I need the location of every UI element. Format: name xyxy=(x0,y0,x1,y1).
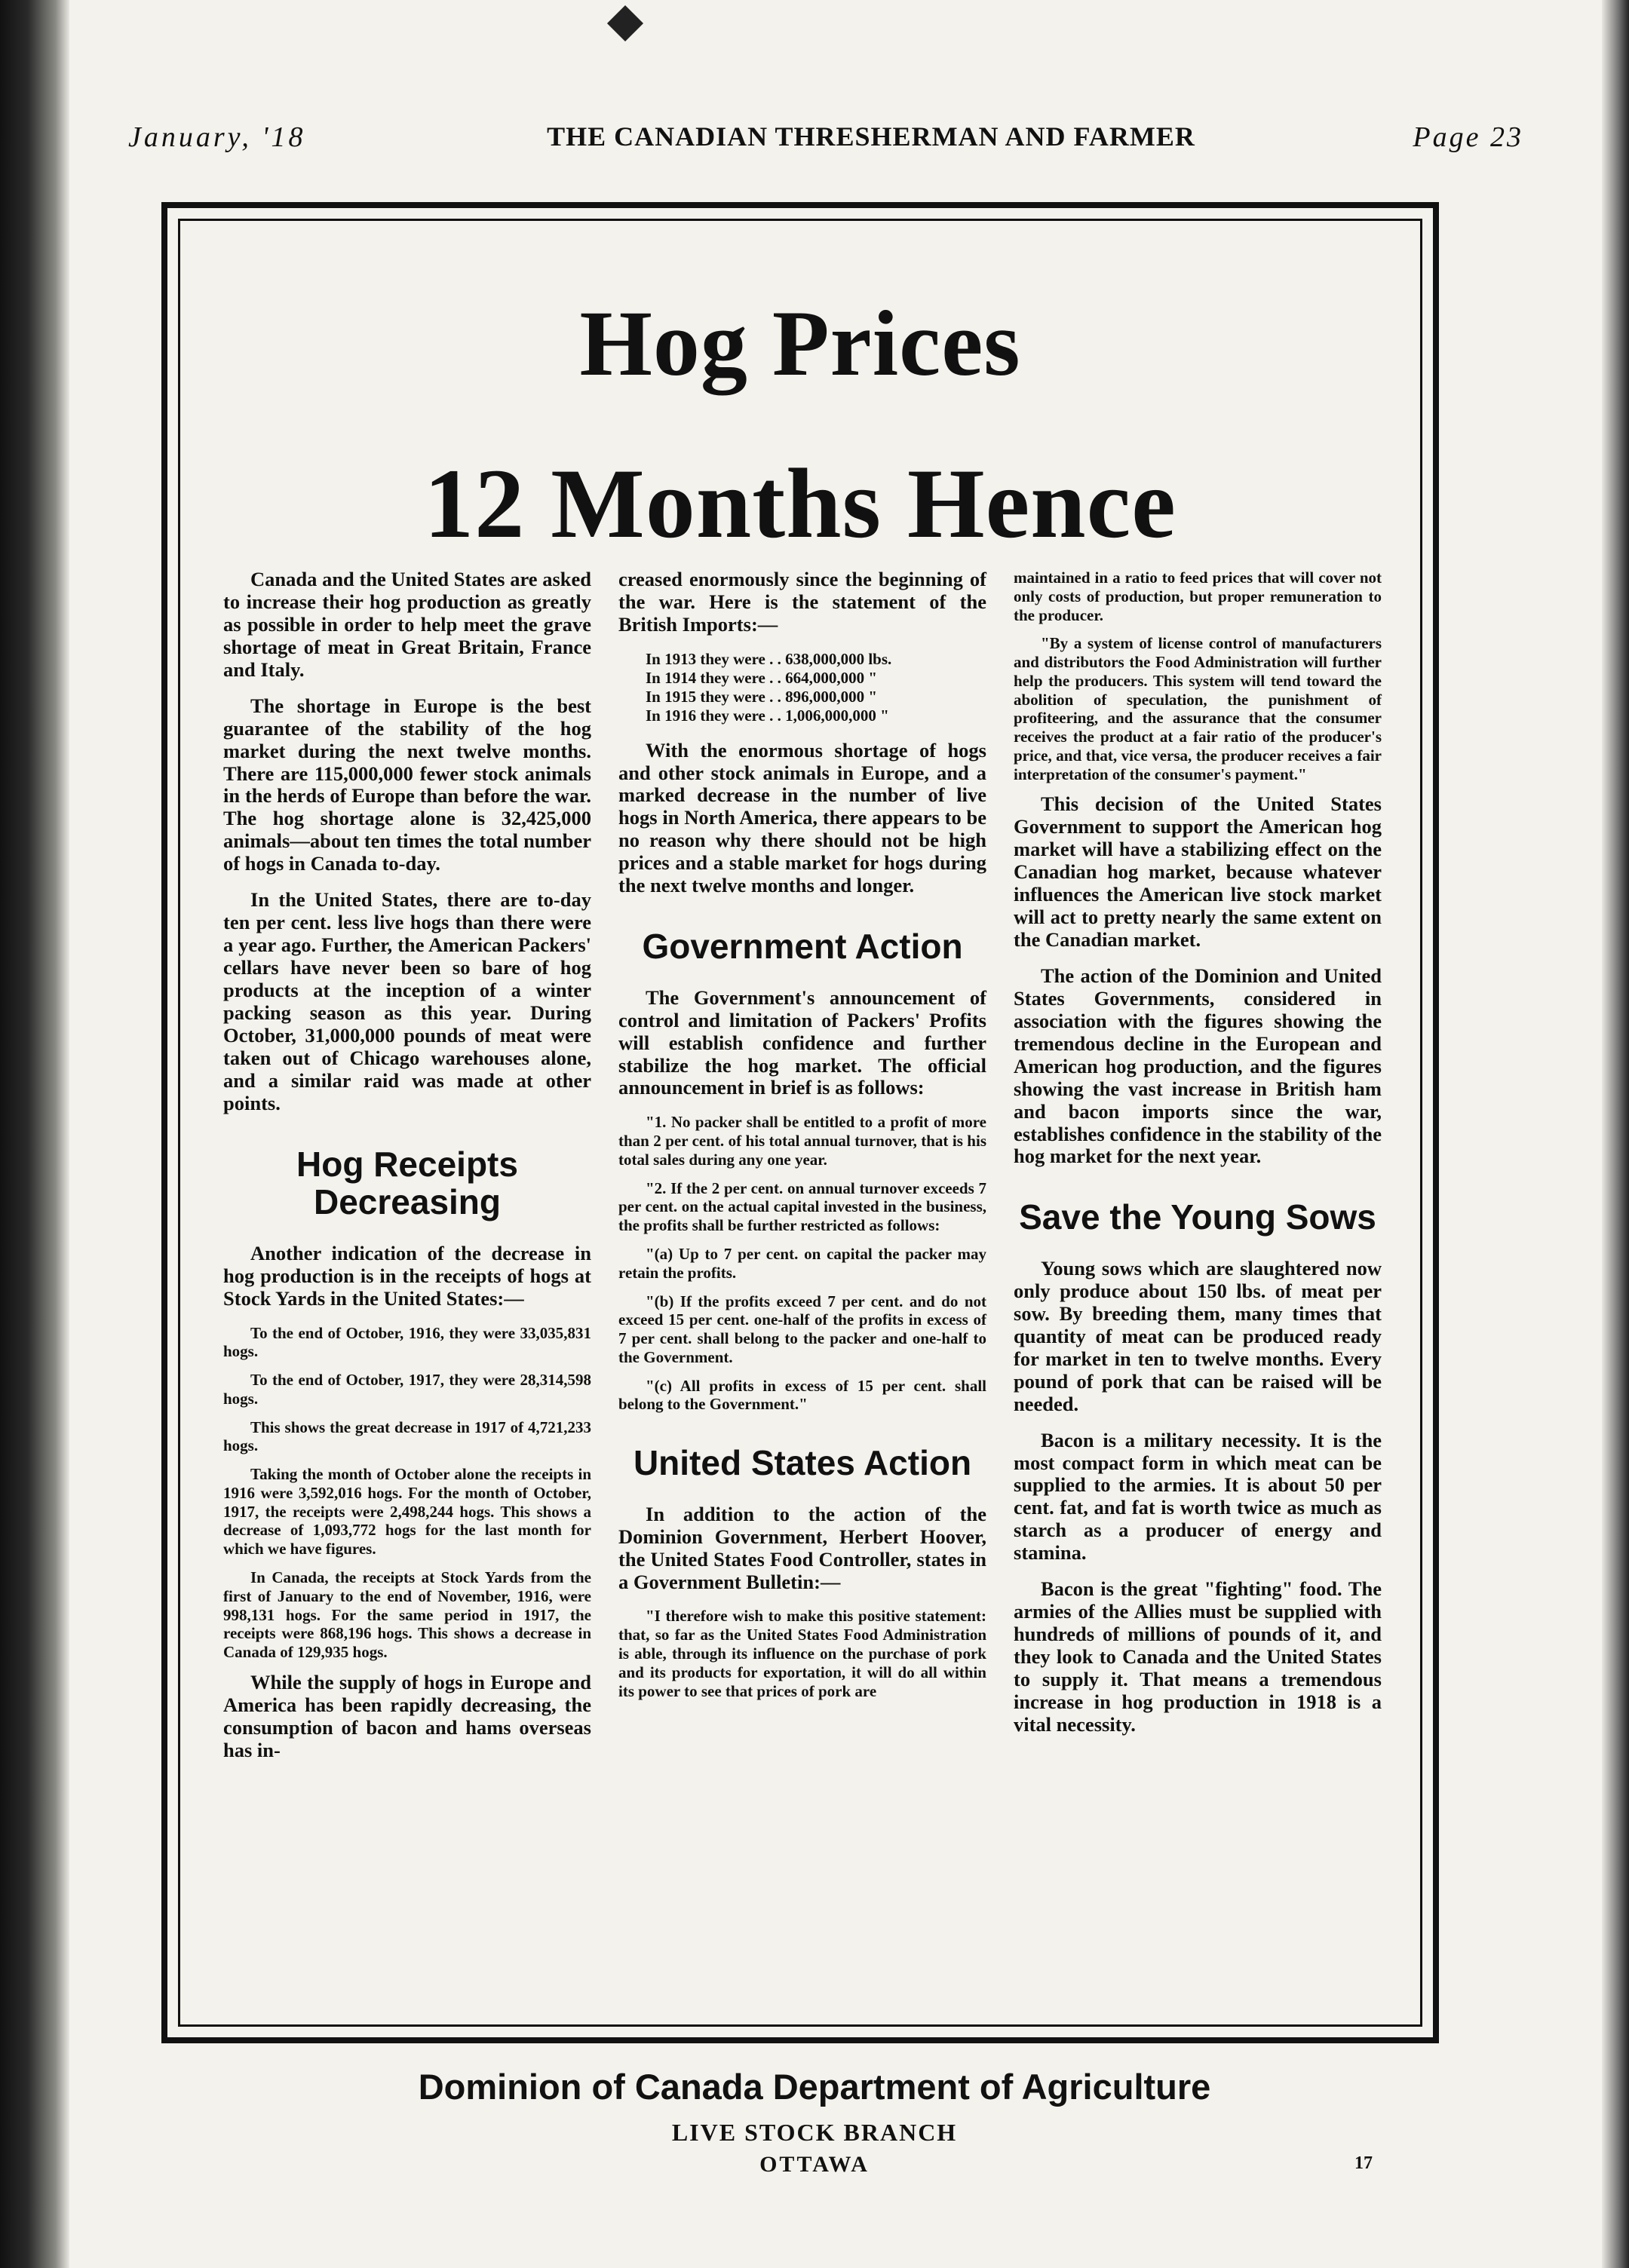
paragraph: The action of the Dominion and United States Governments, considered in association with the figures showing the tremendous decline in the European and American hog production, and the figures showing the vast increase in British ham and bacon imports since the war, establishes confidence in the stability of the hog market for the next year. xyxy=(1014,964,1382,1168)
paragraph: To the end of October, 1916, they were 33,035,831 hogs. xyxy=(223,1323,591,1361)
running-head-date: January, '18 xyxy=(128,121,306,153)
quoted-rule: "2. If the 2 per cent. on annual turnover exceeds 7 per cent. on the actual capital invested in the business, the profits shall be further restricted as follows: xyxy=(618,1178,986,1235)
section-heading-hog-receipts: Hog Receipts Decreasing xyxy=(296,1144,518,1222)
imports-row: In 1916 they were . . 1,006,000,000 " xyxy=(646,706,889,725)
paragraph: Another indication of the decrease in hog production is in the receipts of hogs at Stock Yards in the United States:— xyxy=(223,1241,591,1310)
quoted-rule: "1. No packer shall be entitled to a profit of more than 2 per cent. of his total annual turnover, that is his total sales during any one year. xyxy=(618,1113,986,1169)
paragraph: Young sows which are slaughtered now only produce about 150 lbs. of meat per sow. By breeding them, many times that quantity of meat can be produced ready for market in ten to twelve months. Every pound of pork that can be raised will be needed. xyxy=(1014,1257,1382,1415)
paragraph: The Government's announcement of control and limitation of Packers' Profits will establish confidence and further stabilize the hog market. The official announcement in brief is as follows: xyxy=(618,985,986,1099)
binding-mark xyxy=(607,5,643,41)
paragraph: This shows the great decrease in 1917 of 4,721,233 hogs. xyxy=(223,1418,591,1455)
quoted-rule: "(c) All profits in excess of 15 per cent. shall belong to the Government." xyxy=(618,1376,986,1414)
paragraph: In Canada, the receipts at Stock Yards from the first of January to the end of November, 1916, were 998,131 hogs. For the same period in 1917, the receipts were 868,196 hogs. This shows a decrease in Canada of 129,935 hogs. xyxy=(223,1568,591,1662)
column-3 xyxy=(1014,569,1382,1750)
imports-row: In 1913 they were . . 638,000,000 lbs. xyxy=(646,649,892,668)
footer-branch: LIVE STOCK BRANCH xyxy=(671,2119,958,2146)
column-1 xyxy=(223,569,591,1776)
imports-row: In 1915 they were . . 896,000,000 " xyxy=(646,688,878,706)
paragraph: This decision of the United States Government to support the American hog market will have a stabilizing effect on the Canadian hog market, because whatever influences the American live stock market will act to pretty nearly the same extent on the Canadian market. xyxy=(1014,792,1382,952)
headline-line-1: Hog Prices xyxy=(579,292,1021,395)
book-spine-shadow xyxy=(0,0,69,2268)
paragraph: Bacon is the great "fighting" food. The armies of the Allies must be supplied with hundreds of millions of pounds of it, and they look to Canada and the United States to supply it. That means a tremendous increase in hog production in 1918 is a vital necessity. xyxy=(1014,1577,1382,1736)
paragraph: Taking the month of October alone the receipts in 1916 were 3,592,016 hogs. For the month of October, 1917, the receipts were 2,498,244 hogs. This shows a decrease of 1,093,772 hogs for the last month for which we have figures. xyxy=(223,1465,591,1558)
quoted-rule: "(b) If the profits exceed 7 per cent. and do not exceed 15 per cent. one-half of the profits in excess of 7 per cent. shall belong to the packer and one-half to the Government. xyxy=(618,1292,986,1366)
paragraph: While the supply of hogs in Europe and America has been rapidly decreasing, the consumption of bacon and hams overseas has in- xyxy=(223,1670,591,1761)
paragraph: Bacon is a military necessity. It is the most compact form in which meat can be supplied to the armies. It is about 50 per cent. fat, and fat is worth twice as much as starch as a producer of energy and stamina. xyxy=(1014,1428,1382,1565)
section-heading-save-young-sows: Save the Young Sows xyxy=(1019,1197,1376,1237)
footer-city: OTTAWA xyxy=(759,2152,870,2177)
paragraph: creased enormously since the beginning of the war. Here is the statement of the British Imports:— xyxy=(618,568,986,636)
quoted-statement: "By a system of license control of manufacturers and distributors the Food Administration will further help the producers. This system will tend toward the abolition of speculation, the punishment of profiteering, and the assurance that the consumer receives the product at a fair ratio of the producer's price, and that, vice versa, the producer receives a fair interpretation of the consumer's payment." xyxy=(1014,634,1382,783)
paragraph: The shortage in Europe is the best guarantee of the stability of the hog market during the next twelve months. There are 115,000,000 fewer stock animals in the herds of Europe than before the war. The hog shortage alone is 32,425,000 animals—about ten times the total number of hogs in Canada to-day. xyxy=(223,694,591,875)
footer-department: Dominion of Canada Department of Agriculture xyxy=(418,2067,1211,2107)
section-heading-government-action: Government Action xyxy=(642,927,963,967)
paragraph: In the United States, there are to-day ten per cent. less live hogs than there were a year ago. Further, the American Packers' cellars have never been so bare of hog products at the inception of a winter packing season as this year. During October, 31,000,000 pounds of meat were taken out of Chicago warehouses alone, and a similar raid was made at other points. xyxy=(223,888,591,1114)
column-2 xyxy=(618,569,986,1710)
running-head-title: THE CANADIAN THRESHERMAN AND FARMER xyxy=(547,121,1195,152)
running-head-page: Page 23 xyxy=(1413,121,1523,153)
footer-code: 17 xyxy=(1354,2153,1373,2173)
advertisement-frame xyxy=(161,202,1439,2043)
page-edge-shadow xyxy=(1602,0,1629,2268)
quoted-rule: "(a) Up to 7 per cent. on capital the packer may retain the profits. xyxy=(618,1245,986,1282)
paragraph: Canada and the United States are asked to increase their hog production as greatly as possible in order to help meet the grave shortage of meat in Great Britain, France and Italy. xyxy=(223,568,591,681)
quoted-statement: maintained in a ratio to feed prices that will cover not only costs of production, but proper remuneration to the producer. xyxy=(1014,569,1382,624)
imports-row: In 1914 they were . . 664,000,000 " xyxy=(646,669,878,687)
running-head xyxy=(128,121,1523,166)
paragraph: In addition to the action of the Dominion Government, Herbert Hoover, the United States Food Controller, states in a Government Bulletin:— xyxy=(618,1502,986,1593)
paragraph: To the end of October, 1917, they were 28,314,598 hogs. xyxy=(223,1371,591,1408)
headline-line-2: 12 Months Hence xyxy=(424,448,1176,559)
british-imports-table xyxy=(646,650,986,726)
section-heading-us-action: United States Action xyxy=(633,1443,972,1483)
quoted-statement: "I therefore wish to make this positive statement: that, so far as the United States Food Administration is able, through its influence on the purchase of pork and its products for exportation, it will do all within its power to see that prices of pork are xyxy=(618,1607,986,1700)
paragraph: With the enormous shortage of hogs and other stock animals in Europe, and a marked decrease in the number of live hogs in North America, there appears to be no reason why there should not be high prices and a stable market for hogs during the next twelve months and longer. xyxy=(618,738,986,897)
